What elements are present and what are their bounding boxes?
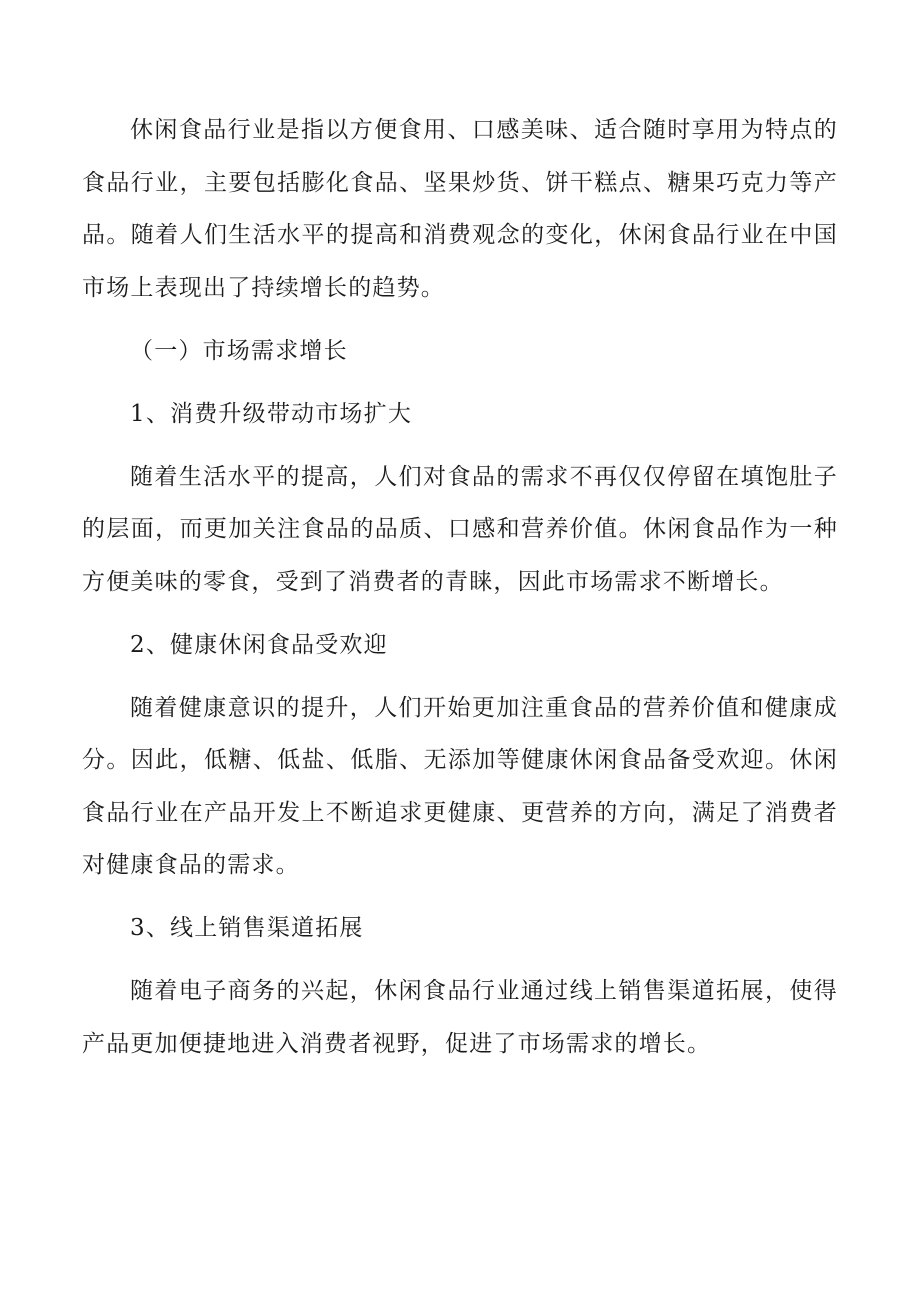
intro-paragraph: 休闲食品行业是指以方便食用、口感美味、适合随时享用为特点的食品行业，主要包括膨化食品、坚果炒货、饼干糕点、糖果巧克力等产品。随着人们生活水平的提高和消费观念的变化，休闲食品行业在中国市场上表现出了持续增长的趋势。 (82, 117, 838, 301)
item-1-heading: 1、消费升级带动市场扩大 (130, 400, 413, 427)
section-heading: （一）市场需求增长 (130, 337, 348, 364)
document-body (82, 104, 838, 1070)
item-2-body: 随着健康意识的提升，人们开始更加注重食品的营养价值和健康成分。因此，低糖、低盐、低脂、无添加等健康休闲食品备受欢迎。休闲食品行业在产品开发上不断追求更健康、更营养的方向，满足了消费者对健康食品的需求。 (82, 694, 838, 878)
item-1-body: 随着生活水平的提高，人们对食品的需求不再仅仅停留在填饱肚子的层面，而更加关注食品的品质、口感和营养价值。休闲食品作为一种方便美味的零食，受到了消费者的青睐，因此市场需求不断增长。 (82, 463, 838, 595)
item-2-heading: 2、健康休闲食品受欢迎 (130, 631, 388, 658)
item-3-heading: 3、线上销售渠道拓展 (130, 915, 364, 941)
item-3-body: 随着电子商务的兴起，休闲食品行业通过线上销售渠道拓展，使得产品更加便捷地进入消费者视野，促进了市场需求的增长。 (82, 978, 838, 1057)
